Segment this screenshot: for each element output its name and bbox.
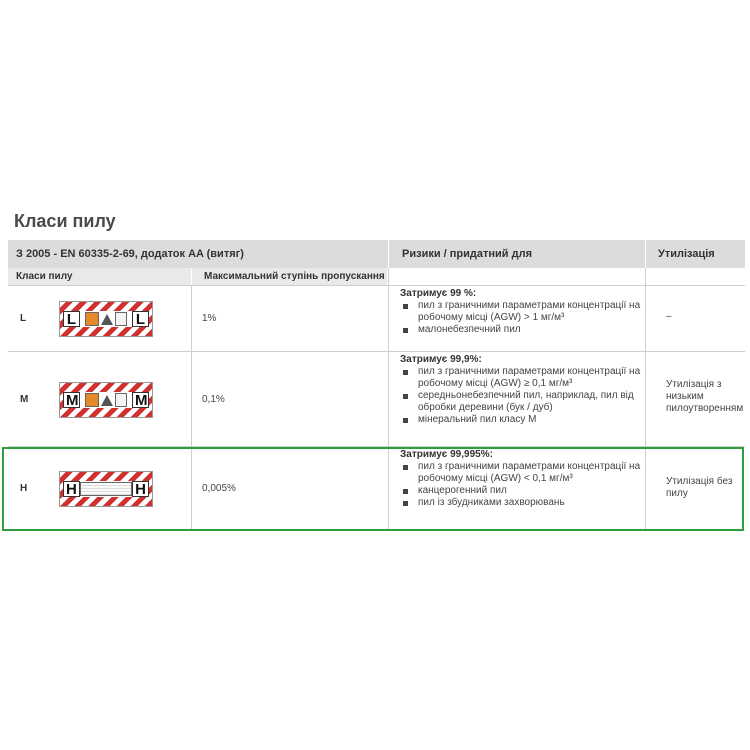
dust-class-m-label-icon: M M xyxy=(59,382,153,418)
header-disposal: Утилізація xyxy=(658,248,715,260)
header-max-passage: Максимальний ступінь пропускання xyxy=(204,271,385,282)
risk-l: Затримує 99 %: пил з граничними параметрами концентрації на робочому місці (AGW) > 1 мг/м³ малонебезпечний пил xyxy=(400,288,646,336)
disposal-m: Утилізація з низьким пилоутворенням xyxy=(666,379,744,414)
page-title: Класи пилу xyxy=(14,211,116,231)
header-standard: З 2005 - EN 60335-2-69, додаток AA (витяг) xyxy=(16,248,244,260)
max-passage-h: 0,005% xyxy=(202,483,236,494)
class-h: H xyxy=(20,483,28,494)
disposal-h: Утилізація без пилу xyxy=(666,476,733,499)
class-l: L xyxy=(20,313,27,324)
risk-m: Затримує 99,9%: пил з граничними параметрами концентрації на робочому місці (AGW) ≥ 0,1 мг/м³ середньонебезпечний пил, наприклад, пил від обробки деревини (бук / дуб) мінеральний пил класу M xyxy=(400,354,646,426)
max-passage-l: 1% xyxy=(202,313,217,324)
max-passage-m: 0,1% xyxy=(202,394,225,405)
table-header xyxy=(8,240,745,268)
highlight-box xyxy=(2,447,744,531)
risk-h: Затримує 99,995%: пил з граничними параметрами концентрації на робочому місці (AGW) < 0,1 мг/м³ канцерогенний пил пил із збудниками захворювань xyxy=(400,449,646,509)
disposal-l: – xyxy=(666,311,672,322)
dust-class-l-label-icon: L L xyxy=(59,301,153,337)
header-dust-class: Класи пилу xyxy=(16,271,73,282)
dust-class-h-label-icon: H H xyxy=(59,471,153,507)
class-m: M xyxy=(20,394,29,405)
header-risks: Ризики / придатний для xyxy=(402,248,532,260)
table-subheader xyxy=(8,268,387,285)
